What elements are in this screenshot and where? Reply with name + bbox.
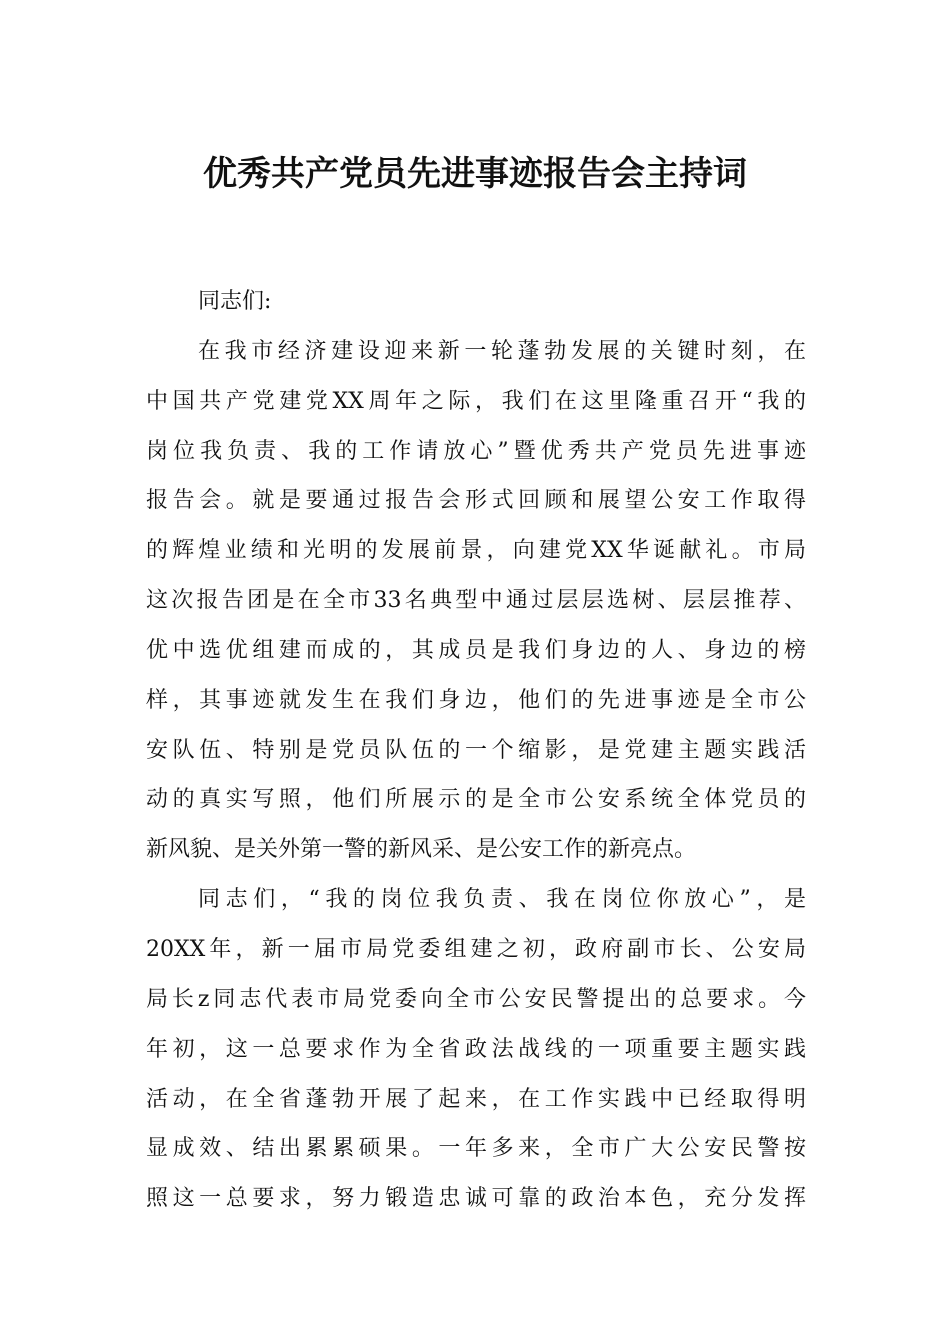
paragraph-line: 优中选优组建而成的，其成员是我们身边的人、身边的榜	[146, 637, 806, 663]
paragraph-line: 活动，在全省蓬勃开展了起来，在工作实践中已经取得明	[146, 1086, 806, 1112]
document-title: 优秀共产党员先进事迹报告会主持词	[203, 154, 747, 194]
paragraph-line: 局长z同志代表市局党委向全市公安民警提出的总要求。今	[146, 986, 806, 1012]
paragraph-line: 动的真实写照，他们所展示的是全市公安系统全体党员的	[146, 787, 806, 813]
paragraph-line: 同志们，“我的岗位我负责、我在岗位你放心”，是	[198, 887, 806, 913]
paragraph-line: 这次报告团是在全市33名典型中通过层层选树、层层推荐、	[146, 588, 806, 614]
paragraph-line: 显成效、结出累累硕果。一年多来，全市广大公安民警按	[146, 1136, 806, 1162]
paragraph-line: 年初，这一总要求作为全省政法战线的一项重要主题实践	[146, 1036, 806, 1062]
paragraph-line: 在我市经济建设迎来新一轮蓬勃发展的关键时刻，在	[198, 338, 806, 364]
paragraph-line: 报告会。就是要通过报告会形式回顾和展望公安工作取得	[146, 488, 806, 514]
document-body	[146, 277, 806, 1224]
paragraph-line: 20XX年，新一届市局党委组建之初，政府副市长、公安局	[146, 936, 806, 962]
salutation-line: 同志们:	[198, 289, 272, 314]
paragraph-line: 新风貌、是关外第一警的新风采、是公安工作的新亮点。	[146, 837, 697, 863]
paragraph-line: 的辉煌业绩和光明的发展前景，向建党XX华诞献礼。市局	[146, 538, 806, 564]
paragraph-line: 岗位我负责、我的工作请放心”暨优秀共产党员先进事迹	[146, 438, 806, 464]
paragraph-line: 样，其事迹就发生在我们身边，他们的先进事迹是全市公	[146, 687, 806, 713]
paragraph-line: 照这一总要求，努力锻造忠诚可靠的政治本色，充分发挥	[146, 1186, 806, 1212]
paragraph-line: 安队伍、特别是党员队伍的一个缩影，是党建主题实践活	[146, 737, 806, 763]
paragraph-line: 中国共产党建党XX周年之际，我们在这里隆重召开“我的	[146, 388, 806, 414]
